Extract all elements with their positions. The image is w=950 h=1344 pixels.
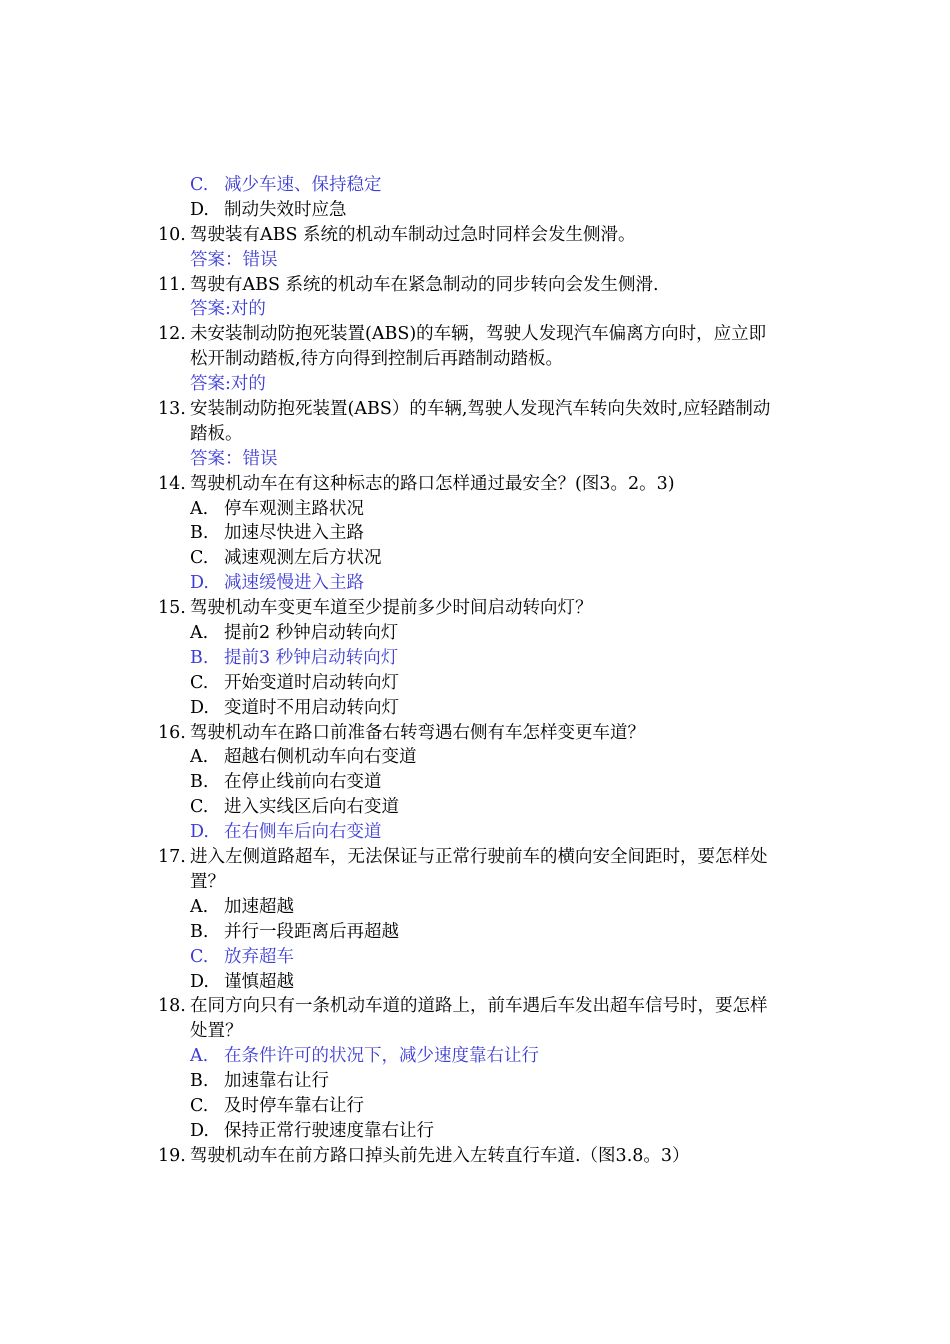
option-letter: C.: [190, 1095, 209, 1116]
question-line: [0, 1144, 950, 1169]
question-text: 安装制动防抱死装置(ABS）的车辆,驾驶人发现汽车转向失效时,应轻踏制动: [190, 399, 771, 420]
option-line: [0, 745, 950, 770]
option-letter: B.: [190, 921, 209, 942]
option-text: 减少车速、保持稳定: [224, 175, 382, 195]
question-text: 在同方向只有一条机动车道的道路上，前车遇后车发出超车信号时，要怎样: [190, 996, 768, 1017]
option-line: [0, 770, 950, 795]
option-letter: A.: [190, 896, 209, 917]
option-text: 在停止线前向右变道: [224, 772, 382, 793]
question-continuation-line: [0, 347, 950, 372]
option-letter: D.: [190, 573, 209, 594]
answer-text: 答案：错误: [190, 249, 278, 270]
option-text: 在条件许可的状况下，减少速度靠右让行: [224, 1046, 539, 1067]
option-text: 在右侧车后向右变道: [224, 822, 382, 843]
question-number: 10.: [158, 224, 186, 245]
question-line: [0, 223, 950, 248]
option-letter: A.: [190, 1046, 209, 1067]
option-letter: C.: [190, 548, 209, 569]
option-letter: C.: [190, 797, 209, 818]
option-letter: D.: [190, 971, 209, 992]
question-text-continued: 踏板。: [190, 423, 243, 444]
question-number: 19.: [158, 1145, 186, 1166]
question-line: [0, 322, 950, 347]
option-letter: B.: [190, 523, 209, 544]
option-text: 加速超越: [224, 896, 294, 917]
option-text: 提前2 秒钟启动转向灯: [224, 623, 399, 644]
option-text: 减速观测左后方状况: [224, 548, 382, 569]
question-text-continued: 置？: [190, 871, 225, 892]
question-text: 驾驶有ABS 系统的机动车在紧急制动的同步转向会发生侧滑.: [190, 274, 659, 295]
answer-line: [0, 447, 950, 472]
answer-text: 答案:对的: [190, 299, 266, 320]
option-line-correct: [0, 1044, 950, 1069]
option-line: [0, 970, 950, 995]
option-line-correct: [0, 571, 950, 596]
question-continuation-line: [0, 1019, 950, 1044]
option-text: 变道时不用启动转向灯: [224, 697, 399, 718]
question-line: [0, 596, 950, 621]
question-line: [0, 994, 950, 1019]
question-number: 17.: [158, 847, 186, 868]
question-line: [0, 472, 950, 497]
option-line: [0, 1119, 950, 1144]
option-line-correct: [0, 820, 950, 845]
answer-line: [0, 248, 950, 273]
option-line-correct: [0, 646, 950, 671]
option-letter: A.: [190, 747, 209, 768]
option-text: 并行一段距离后再超越: [224, 921, 399, 942]
option-letter: A.: [190, 623, 209, 644]
option-line: [0, 696, 950, 721]
question-number: 18.: [158, 996, 186, 1017]
question-text-continued: 松开制动踏板,待方向得到控制后再踏制动踏板。: [190, 349, 564, 370]
option-letter: C.: [190, 175, 209, 195]
question-text: 驾驶机动车在前方路口掉头前先进入左转直行车道.（图3.8。3）: [190, 1145, 690, 1166]
option-line: [0, 198, 950, 223]
option-letter: B.: [190, 647, 209, 668]
option-letter: B.: [190, 772, 209, 793]
option-letter: D.: [190, 1120, 209, 1141]
question-text: 驾驶机动车在有这种标志的路口怎样通过最安全？(图3。2。3): [190, 473, 675, 494]
question-number: 13.: [158, 399, 186, 420]
option-text: 放弃超车: [224, 946, 294, 967]
question-line: [0, 845, 950, 870]
option-text: 保持正常行驶速度靠右让行: [224, 1120, 434, 1141]
question-text: 进入左侧道路超车，无法保证与正常行驶前车的横向安全间距时，要怎样处: [190, 847, 768, 868]
option-letter: B.: [190, 1071, 209, 1092]
answer-text: 答案：错误: [190, 448, 278, 469]
question-number: 14.: [158, 473, 186, 494]
question-list: [0, 173, 950, 1169]
question-number: 12.: [158, 324, 186, 345]
question-number: 16.: [158, 722, 186, 743]
answer-line: [0, 372, 950, 397]
option-line-correct: [0, 945, 950, 970]
option-line: [0, 521, 950, 546]
question-line: [0, 273, 950, 298]
question-text: 驾驶装有ABS 系统的机动车制动过急时同样会发生侧滑。: [190, 224, 636, 245]
option-line: [0, 546, 950, 571]
answer-line: [0, 297, 950, 322]
answer-text: 答案:对的: [190, 374, 266, 395]
question-line: [0, 721, 950, 746]
option-text: 加速尽快进入主路: [224, 523, 364, 544]
option-text: 超越右侧机动车向右变道: [224, 747, 417, 768]
option-line-correct: [0, 173, 950, 198]
question-text: 驾驶机动车在路口前准备右转弯遇右侧有车怎样变更车道？: [190, 722, 645, 743]
question-continuation-line: [0, 870, 950, 895]
option-letter: A.: [190, 498, 209, 519]
option-line: [0, 671, 950, 696]
option-letter: D.: [190, 697, 209, 718]
question-number: 11.: [158, 274, 186, 295]
question-number: 15.: [158, 598, 186, 619]
option-text: 停车观测主路状况: [224, 498, 364, 519]
option-line: [0, 621, 950, 646]
option-line: [0, 497, 950, 522]
option-letter: C.: [190, 946, 209, 967]
option-text: 减速缓慢进入主路: [224, 573, 364, 594]
option-line: [0, 920, 950, 945]
option-text: 开始变道时启动转向灯: [224, 672, 399, 693]
option-text: 提前3 秒钟启动转向灯: [224, 647, 399, 668]
question-text: 驾驶机动车变更车道至少提前多少时间启动转向灯？: [190, 598, 593, 619]
option-text: 及时停车靠右让行: [224, 1095, 364, 1116]
option-line: [0, 895, 950, 920]
option-letter: D.: [190, 822, 209, 843]
option-letter: D.: [190, 199, 209, 220]
question-text: 未安装制动防抱死装置(ABS)的车辆，驾驶人发现汽车偏离方向时，应立即: [190, 324, 767, 345]
option-text: 制动失效时应急: [224, 199, 347, 220]
option-line: [0, 795, 950, 820]
option-letter: C.: [190, 672, 209, 693]
option-text: 谨慎超越: [224, 971, 294, 992]
option-line: [0, 1094, 950, 1119]
question-line: [0, 397, 950, 422]
option-line: [0, 1069, 950, 1094]
question-continuation-line: [0, 422, 950, 447]
question-text-continued: 处置？: [190, 1021, 243, 1042]
option-text: 进入实线区后向右变道: [224, 797, 399, 818]
option-text: 加速靠右让行: [224, 1071, 329, 1092]
